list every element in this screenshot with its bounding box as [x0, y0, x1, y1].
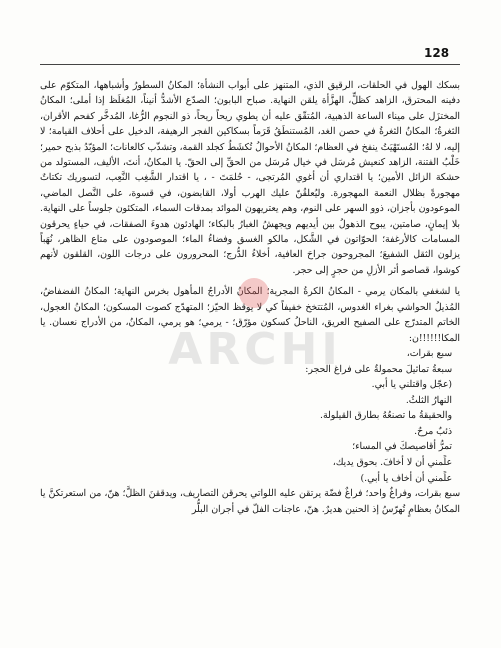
poem-block — [40, 346, 452, 486]
header-rule — [40, 64, 460, 65]
paragraph-1: بسكك الهول في الحلقات، الرقيق الذي، المتنهز على أبواب النشأة؛ المكانُ السطورُ وأشباهها، المتكوّم على دفينه المحترق، الزاهد كظلٍّ، الهزَّأة يلقن النهاية. صباح البابون؛ الصدّع الأشدُّ أنيناً، المُغلَظ إذا أملى؛ المكانُ المختزَل على ميناء الساعة الذهبية، المُتقّق عليه أن يطوي ريحاً ريحاً، ذو النجوم الرُّغا، المُدخَّر كفحم الأقران، الثغرةُ؛ المكانُ الثغرةُ في حصن الغد، المُستنطَقُ قَرَماً بسكاكين الفجر الرهيفة، الدخيل على أحلاف القيامة؛ لا إليه، لا لهُ؛ المُستَهْيَتُ ينفخ في العظام؛ المكانُ الأحوالُ تُكشَطُ كجلد القمة، وتشذّب كالعانات؛ المؤبّدُ بذبح حمير؛ خَلْبُ الفتنة، الزاهد كنعيش مُرسَل في خيال مُرسَل من الحقِّ إلى الحقّ. يا المكانُ، أنتَ، الأليف، المستولد من حشكة الزائل الأمين؛ يا اقتداري أن أغوي المُرتجى، - حُلمَتَ - ، يا اقتدار الشَّغِب النَّعِب، لتسوريك تكتاتٌ مهجورةً بظلال النعمة المهجورة. وليُعلقُنّ عليك الهرب أولا، القابضون، في قسوة، على النَّصل الماضي، الموعودون بأجزان، ذوو السهر على النوم، وهم يعتريهون الموائد بمدقات السماء، المتكئون جلوساً على النهاية. بلا إيمانٍ، صامتين، يبوح الذهولُ بين أيديهم ويجهشُ الغبارُ بالبكاء؛ الهادئون هدوءَ الصفقات، في حياءٍ يحرقون المسامات كالأرغفة؛ الحوّاتون في الشَّكل، مالكو الغسق وفضاءُ الماء؛ الموصودون على متاع الظاهر، نُهَباً يزلون الثقل الشفيعَ؛ المجروحون جراحَ العافية، أخلاءُ الدُّرج؛ المحرورون على درجات اللون، القلقون لأنهم كوشوا، قصاصو أثر الأزلِ من حجرٍ إلى حجر. — [40, 80, 460, 276]
poem-line: والحقيقةُ ما تصنعُهُ بطارق القيلولة. — [320, 410, 452, 422]
page-number: 128 — [424, 46, 450, 60]
poem-line: علِّمني أن لا أخافَ. بحوق يديك، — [332, 457, 452, 469]
paragraph-2: يا لشغفي بالمكان يرمي - المكانُ الكرةُ المجرية؛ المكانُ الأدراجُ المأهول بخرس النهاية؛ المكانُ الفضفاضُ، المُذيلُ الحواشي بغراء الغدوس، المُتتخخ خفيفاً كي لا يوقظ الحيّز؛ المتهدّج كصوت المسكون؛ المكانُ العجول، الخاتم المتدرّج على الصفيح العريق، الناحلُ كسكون مؤرّق؛ - يرمي؛ هو يرمي، المكانُ، من الأدراج نعسان. يا المكا!!!!!!ن: — [40, 286, 460, 344]
poem-line: النهارُ الثلثُ. — [405, 394, 452, 406]
poem-line: سبعةُ تماثيلَ محمولةٌ على فراغ الحجر: — [305, 363, 452, 375]
poem-line: ذئبٌ مرحٌ. — [414, 425, 452, 437]
poem-line: سبع بقرات، — [406, 347, 452, 359]
poem-line: تمرُّ أقاصيصكَ في المساء؛ — [352, 441, 452, 453]
body-text — [40, 78, 460, 517]
poem-line: علِّمني أن أخاف يا أبي.) — [360, 472, 452, 484]
poem-line: (عجّل واقتلني يا أبي. — [371, 379, 452, 391]
watermark-text: ARCHI — [168, 324, 342, 375]
closing-paragraph: سبع بقرات، وفراغٌ واحد؛ فراغٌ فضّة يرتقن عليه اللواتي يحرقن التصاريف، ويدققنَ الظلَّ؛ هنّ، من استعرتكنَّ يا المكانُ بعظامٍ تُهرّسُ إذ الحنين هديرٌ. هنّ، عاجنات الفلّ في أجران البلُّر — [40, 488, 460, 515]
